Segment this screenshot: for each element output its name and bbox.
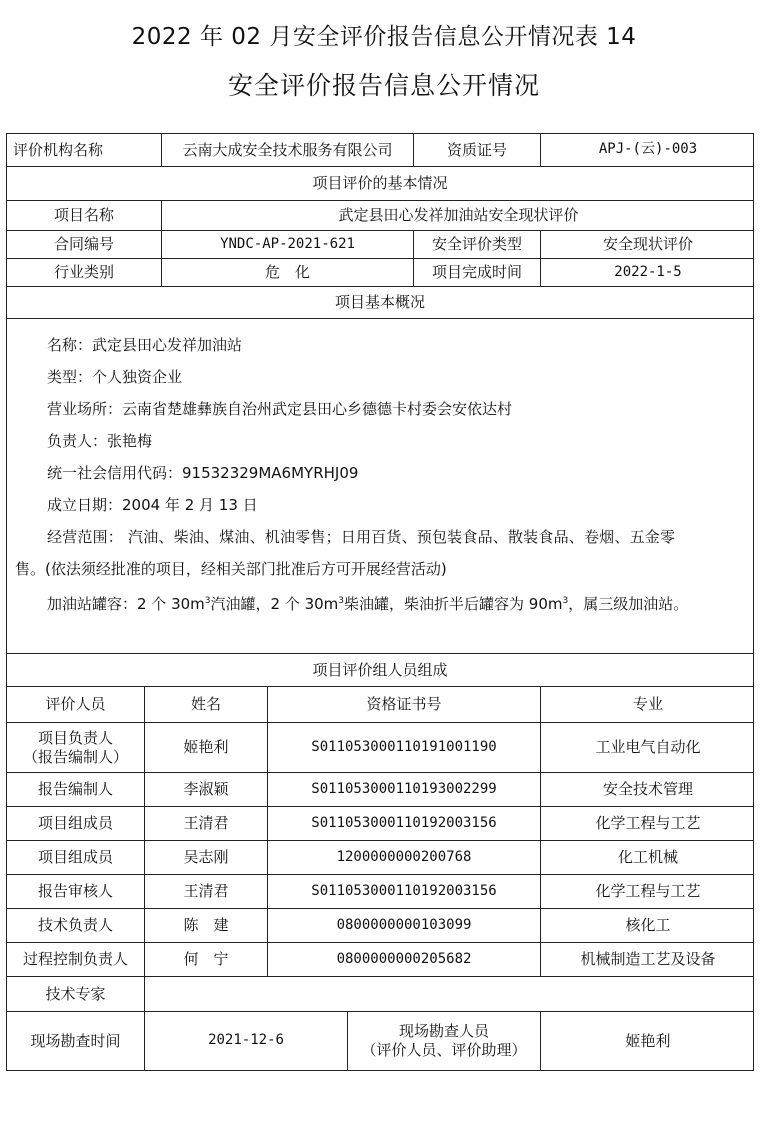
member-cert: S011053000110191001190 [268,723,541,772]
team-heading: 项目评价组人员组成 [312,660,448,679]
cert-label: 资质证号 [414,134,541,166]
eval-type: 安全现状评价 [602,235,693,254]
member-role: 报告审核人 [7,875,145,908]
agency-value: 云南大成安全技术服务有限公司 [162,134,414,166]
member-name: 王清君 [145,807,268,840]
col-name: 姓名 [145,687,268,722]
member-role: 过程控制负责人 [7,943,145,976]
overview-heading: 项目基本概况 [334,293,425,312]
member-major: 化学工程与工艺 [595,814,701,833]
member-cert: S011053000110192003156 [268,875,541,908]
agency-label: 评价机构名称 [7,134,162,166]
project-name-label: 项目名称 [7,201,162,230]
member-name: 王清君 [145,875,268,908]
contract-number: YNDC-AP-2021-621 [162,231,414,258]
overview-owner: 负责人：张艳梅 [47,432,153,450]
member-cert: 1200000000200768 [268,841,541,874]
survey-row [7,1012,753,1070]
member-role: 报告编制人 [7,773,145,806]
overview-name: 名称：武定县田心发祥加油站 [47,336,243,354]
overview-scope-line1: 经营范围： 汽油、柴油、煤油、机油零售；日用百货、预包装食品、散装食品、卷烟、五金零 [47,528,676,546]
overview-body [7,319,753,654]
member-role: 项目负责人 （报告编制人） [7,723,145,772]
survey-time-label: 现场勘查时间 [7,1012,145,1070]
overview-scope-line2: 售。(依法须经批准的项目，经相关部门批准后方可开展经营活动) [15,560,447,578]
member-major: 化学工程与工艺 [595,882,701,901]
col-role: 评价人员 [7,687,145,722]
finish-label: 项目完成时间 [414,259,541,286]
member-cert: S011053000110193002299 [268,773,541,806]
table-row [7,841,753,875]
member-major: 化工机械 [617,848,678,867]
member-major: 安全技术管理 [602,780,693,799]
cert-value: APJ-(云)-003 [598,141,698,158]
overview-credit-code: 统一社会信用代码：91532329MA6MYRHJ09 [47,464,359,482]
finish-date: 2022-1-5 [614,263,682,280]
member-role: 技术负责人 [7,909,145,942]
member-name: 李淑颖 [145,773,268,806]
project-name: 武定县田心发祥加油站安全现状评价 [338,206,579,225]
contract-row [7,231,753,259]
overview-heading-row [7,287,753,319]
expert-value [145,977,755,1011]
member-name: 何 宁 [145,943,268,976]
expert-row [7,977,753,1012]
contract-label: 合同编号 [7,231,162,258]
table-row [7,943,753,977]
table-row [7,773,753,807]
member-major: 核化工 [625,916,671,935]
member-role: 项目组成员 [7,841,145,874]
table-row [7,909,753,943]
member-major: 工业电气自动化 [595,738,701,757]
project-name-row [7,201,753,231]
member-name: 吴志刚 [145,841,268,874]
overview-founded: 成立日期：2004 年 2 月 13 日 [47,496,258,514]
member-name: 陈 建 [145,909,268,942]
team-heading-row [7,654,753,687]
basic-heading: 项目评价的基本情况 [312,174,448,193]
industry-label: 行业类别 [7,259,162,286]
overview-type: 类型：个人独资企业 [47,368,183,386]
overview-tank-capacity: 加油站罐容：2 个 $30m^3$汽油罐，2 个 $30m^3$柴油罐，柴油折半后罐容为 $90m^3$，属三级加油站。 [47,595,689,613]
industry-row [7,259,753,287]
document-subtitle: 安全评价报告信息公开情况 [227,71,540,100]
team-header-row [7,687,753,723]
col-major: 专业 [632,695,663,714]
table-row [7,807,753,841]
eval-type-label: 安全评价类型 [414,231,541,258]
survey-people: 姬艳利 [625,1031,671,1050]
document-title: 2022 年 02 月安全评价报告信息公开情况表 14 [131,24,637,50]
disclosure-form [6,133,754,1071]
survey-time: 2021-12-6 [145,1012,348,1070]
member-major: 机械制造工艺及设备 [580,950,716,969]
expert-label: 技术专家 [7,977,145,1011]
table-row [7,723,753,773]
member-cert: 0800000000103099 [268,909,541,942]
survey-people-label: 现场勘查人员 （评价人员、评价助理） [348,1012,541,1070]
member-cert: S011053000110192003156 [268,807,541,840]
basic-heading-row [7,167,753,201]
table-row [7,875,753,909]
agency-row [7,134,753,167]
overview-place: 营业场所：云南省楚雄彝族自治州武定县田心乡德德卡村委会安依达村 [47,400,513,418]
member-name: 姬艳利 [145,723,268,772]
col-cert: 资格证书号 [268,687,541,722]
member-cert: 0800000000205682 [268,943,541,976]
industry-value: 危 化 [162,259,414,286]
member-role: 项目组成员 [7,807,145,840]
